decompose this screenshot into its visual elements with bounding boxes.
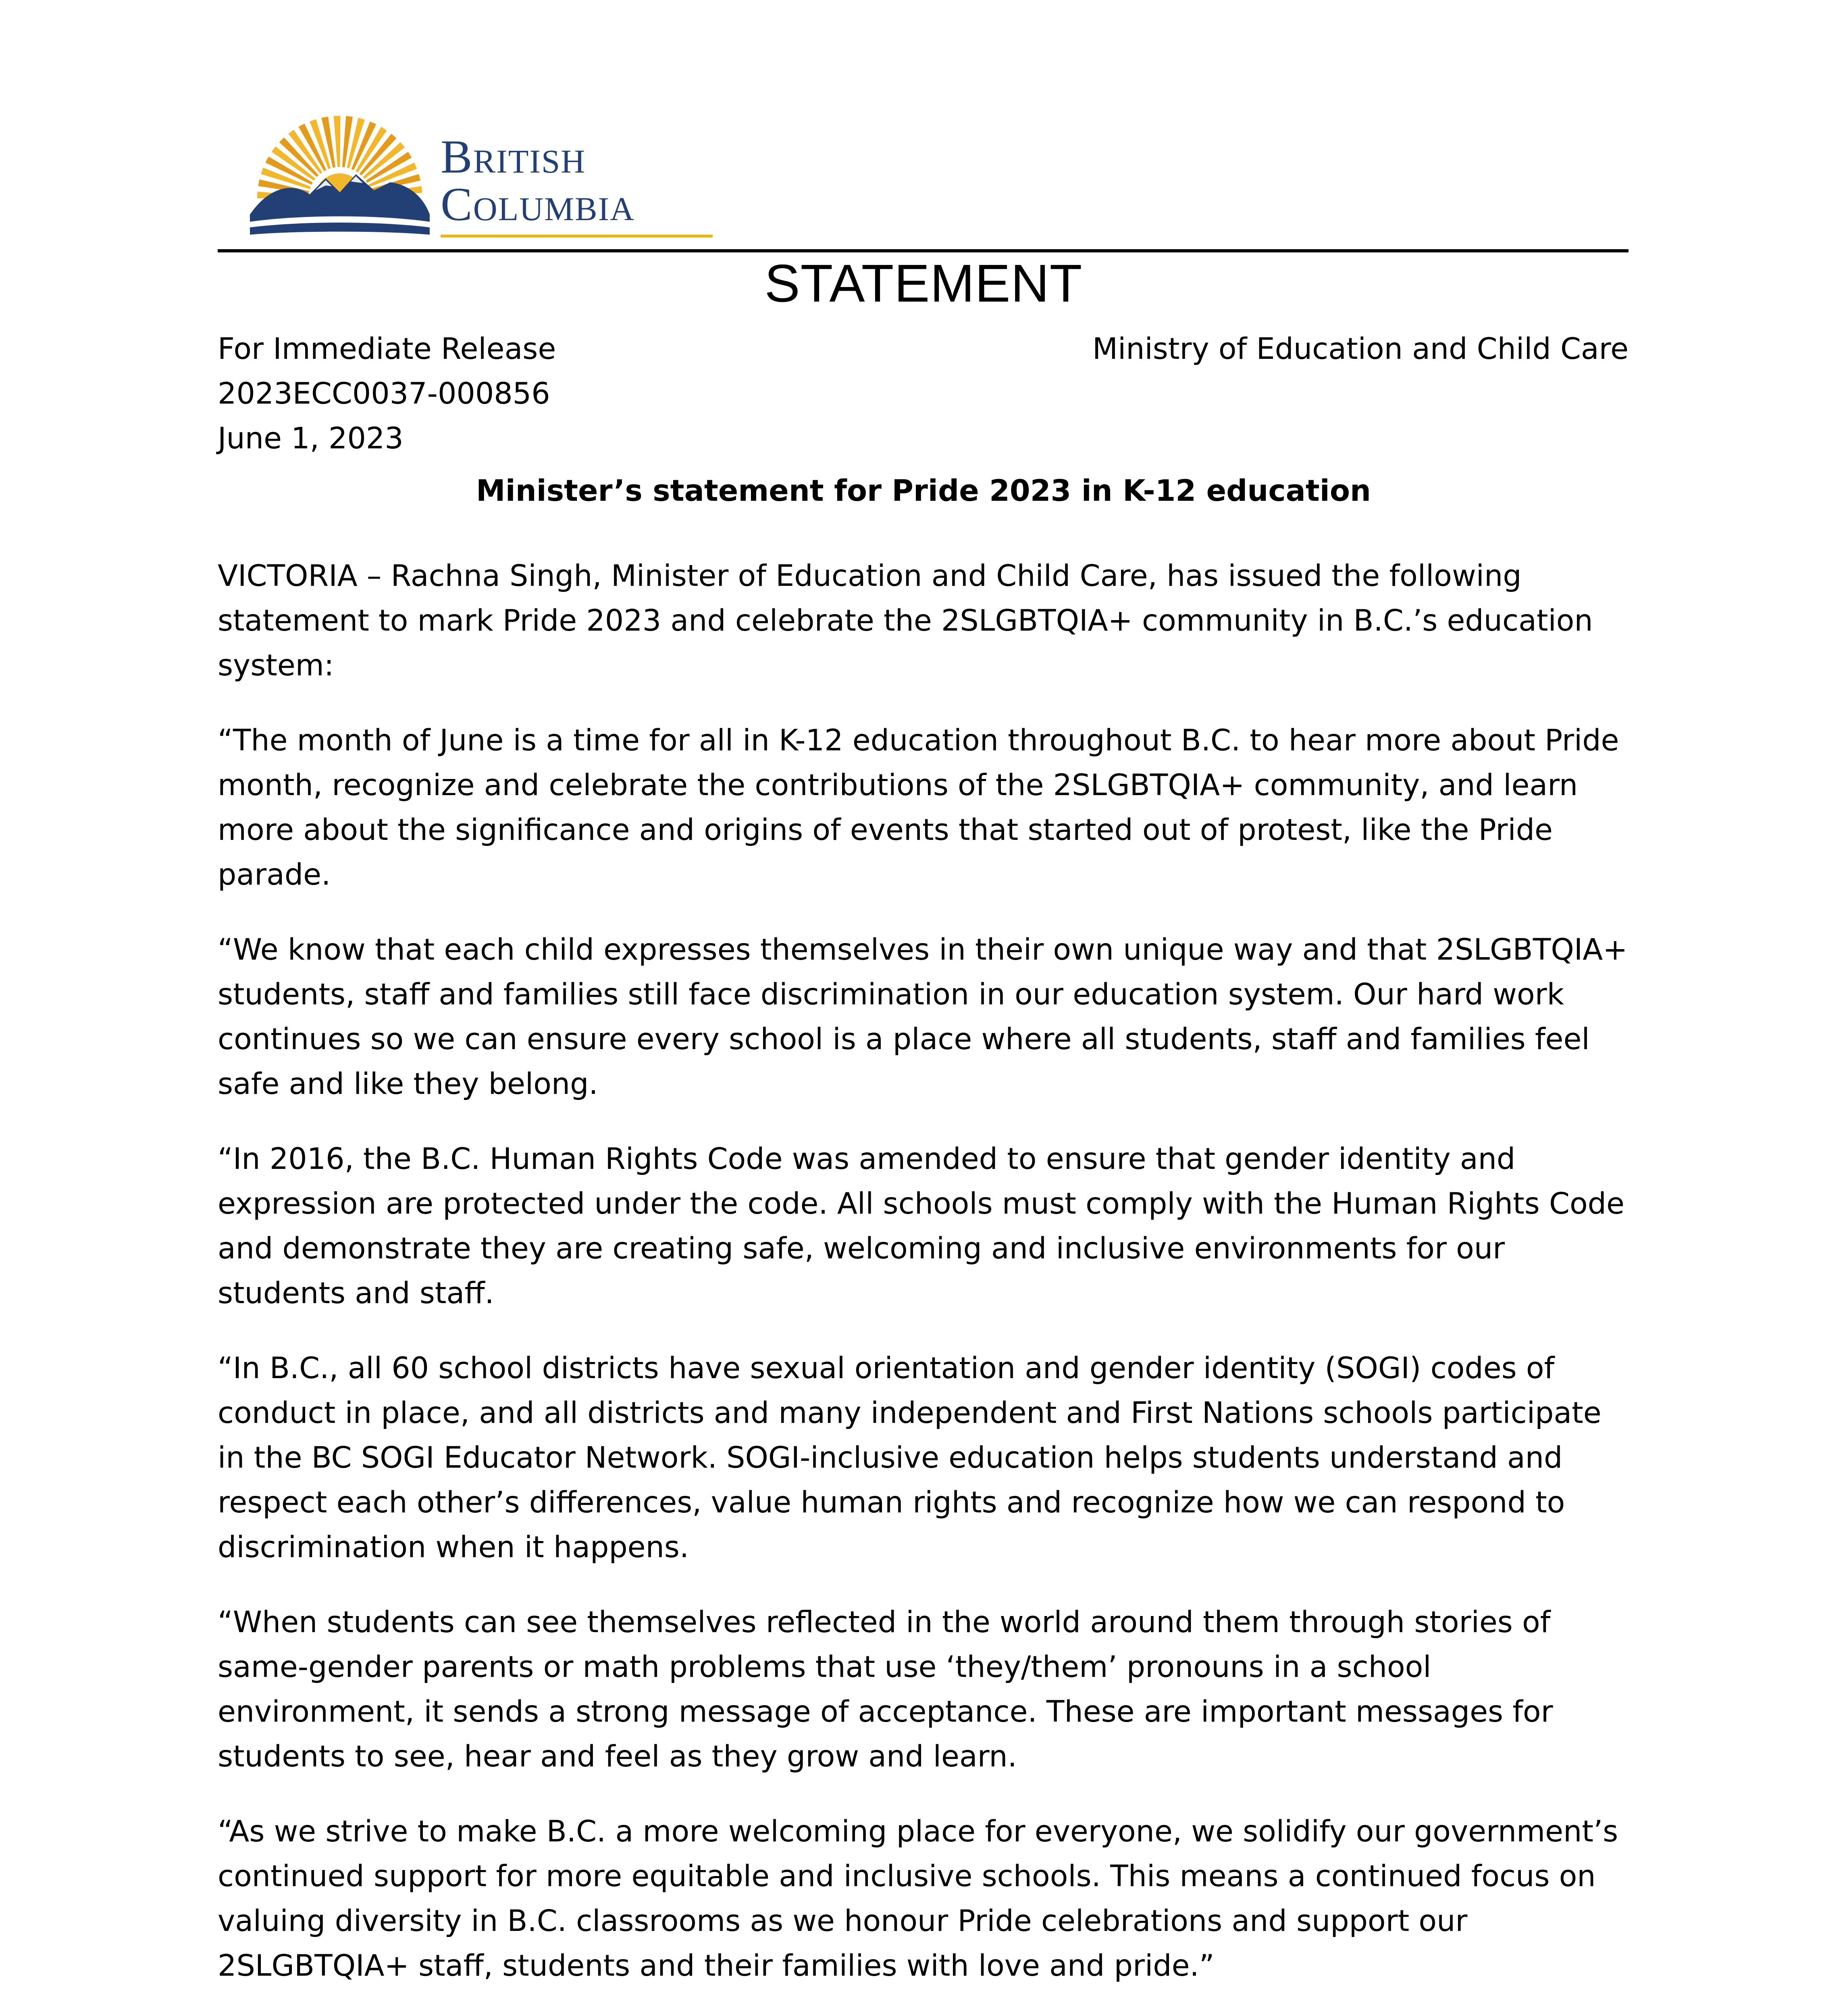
release-label: For Immediate Release (218, 332, 556, 366)
paragraph-line: safe and like they belong. (218, 1067, 598, 1101)
paragraph (218, 1137, 1637, 1316)
paragraph-line: continues so we can ensure every school is a place where all students, staff and families feel (218, 1022, 1590, 1056)
paragraph-line: students, staff and families still face discrimination in our education system. Our hard work (218, 977, 1564, 1012)
paragraph (218, 1809, 1637, 1988)
paragraph-line: respect each other’s differences, value human rights and recognize how we can respond to (218, 1485, 1565, 1520)
paragraph-line: “The month of June is a time for all in K-12 education throughout B.C. to hear more about Pride (218, 723, 1619, 758)
paragraph (218, 554, 1637, 688)
paragraph-line: students to see, hear and feel as they grow and learn. (218, 1739, 1017, 1774)
paragraph (218, 718, 1637, 897)
paragraph-line: system: (218, 648, 334, 683)
paragraph-line: statement to mark Pride 2023 and celebrate the 2SLGBTQIA+ community in B.C.’s education (218, 604, 1593, 638)
paragraph-line: continued support for more equitable and inclusive schools. This means a continued focus on (218, 1859, 1596, 1893)
release-metadata (218, 327, 556, 461)
statement-body (218, 554, 1637, 2016)
sun-ray (321, 117, 335, 168)
reference-number: 2023ECC0037-000856 (218, 377, 550, 411)
paragraph-line: VICTORIA – Rachna Singh, Minister of Education and Child Care, has issued the following (218, 559, 1522, 593)
paragraph-line: month, recognize and celebrate the contributions of the 2SLGBTQIA+ community, and learn (218, 768, 1578, 802)
document-type-title: STATEMENT (764, 254, 1083, 313)
logo-underline (441, 235, 713, 237)
paragraph-line: “In 2016, the B.C. Human Rights Code was amended to ensure that gender identity and (218, 1142, 1516, 1176)
paragraph-line: environment, it sends a strong message of acceptance. These are important messages for (218, 1695, 1553, 1729)
paragraph-line: in the BC SOGI Educator Network. SOGI-inclusive education helps students understand and (218, 1441, 1563, 1475)
paragraph-line: expression are protected under the code. All schools must comply with the Human Rights Code (218, 1187, 1624, 1221)
paragraph-line: “When students can see themselves reflected in the world around them through stories of (218, 1605, 1551, 1639)
paragraph (218, 1346, 1637, 1570)
paragraph-line: 2SLGBTQIA+ staff, students and their families with love and pride.” (218, 1949, 1215, 1983)
logo-wordmark (441, 130, 635, 231)
paragraph (218, 1600, 1637, 1779)
release-date: June 1, 2023 (218, 421, 404, 456)
paragraph-line: “As we strive to make B.C. a more welcoming place for everyone, we solidify our government’s (218, 1814, 1618, 1849)
paragraph-line: students and staff. (218, 1276, 494, 1310)
statement-headline: Minister’s statement for Pride 2023 in K-12 education (476, 474, 1371, 508)
paragraph-line: discrimination when it happens. (218, 1530, 689, 1564)
logo-wordmark-line2: Columbia (441, 178, 635, 231)
paragraph-line: same-gender parents or math problems that use ‘they/them’ pronouns in a school (218, 1650, 1431, 1684)
sun-ray (334, 116, 341, 167)
paragraph-line: “We know that each child expresses themselves in their own unique way and that 2SLGBTQIA+ (218, 933, 1628, 967)
paragraph-line: and demonstrate they are creating safe, welcoming and inclusive environments for our (218, 1231, 1505, 1266)
bc-government-logo (245, 114, 713, 247)
logo-wordmark-line1: British (441, 130, 586, 183)
ministry-name: Ministry of Education and Child Care (1092, 332, 1629, 366)
paragraph-line: “In B.C., all 60 school districts have sexual orientation and gender identity (SOGI) codes of (218, 1351, 1555, 1385)
paragraph-line: conduct in place, and all districts and many independent and First Nations schools participate (218, 1396, 1602, 1430)
paragraph-line: more about the significance and origins of events that started out of protest, like the Pride (218, 813, 1553, 847)
bc-sun-mountain-icon (245, 114, 435, 247)
paragraph-line: valuing diversity in B.C. classrooms as we honour Pride celebrations and support our (218, 1904, 1468, 1938)
paragraph-line: parade. (218, 858, 331, 892)
header-divider (218, 249, 1629, 252)
paragraph (218, 927, 1637, 1106)
